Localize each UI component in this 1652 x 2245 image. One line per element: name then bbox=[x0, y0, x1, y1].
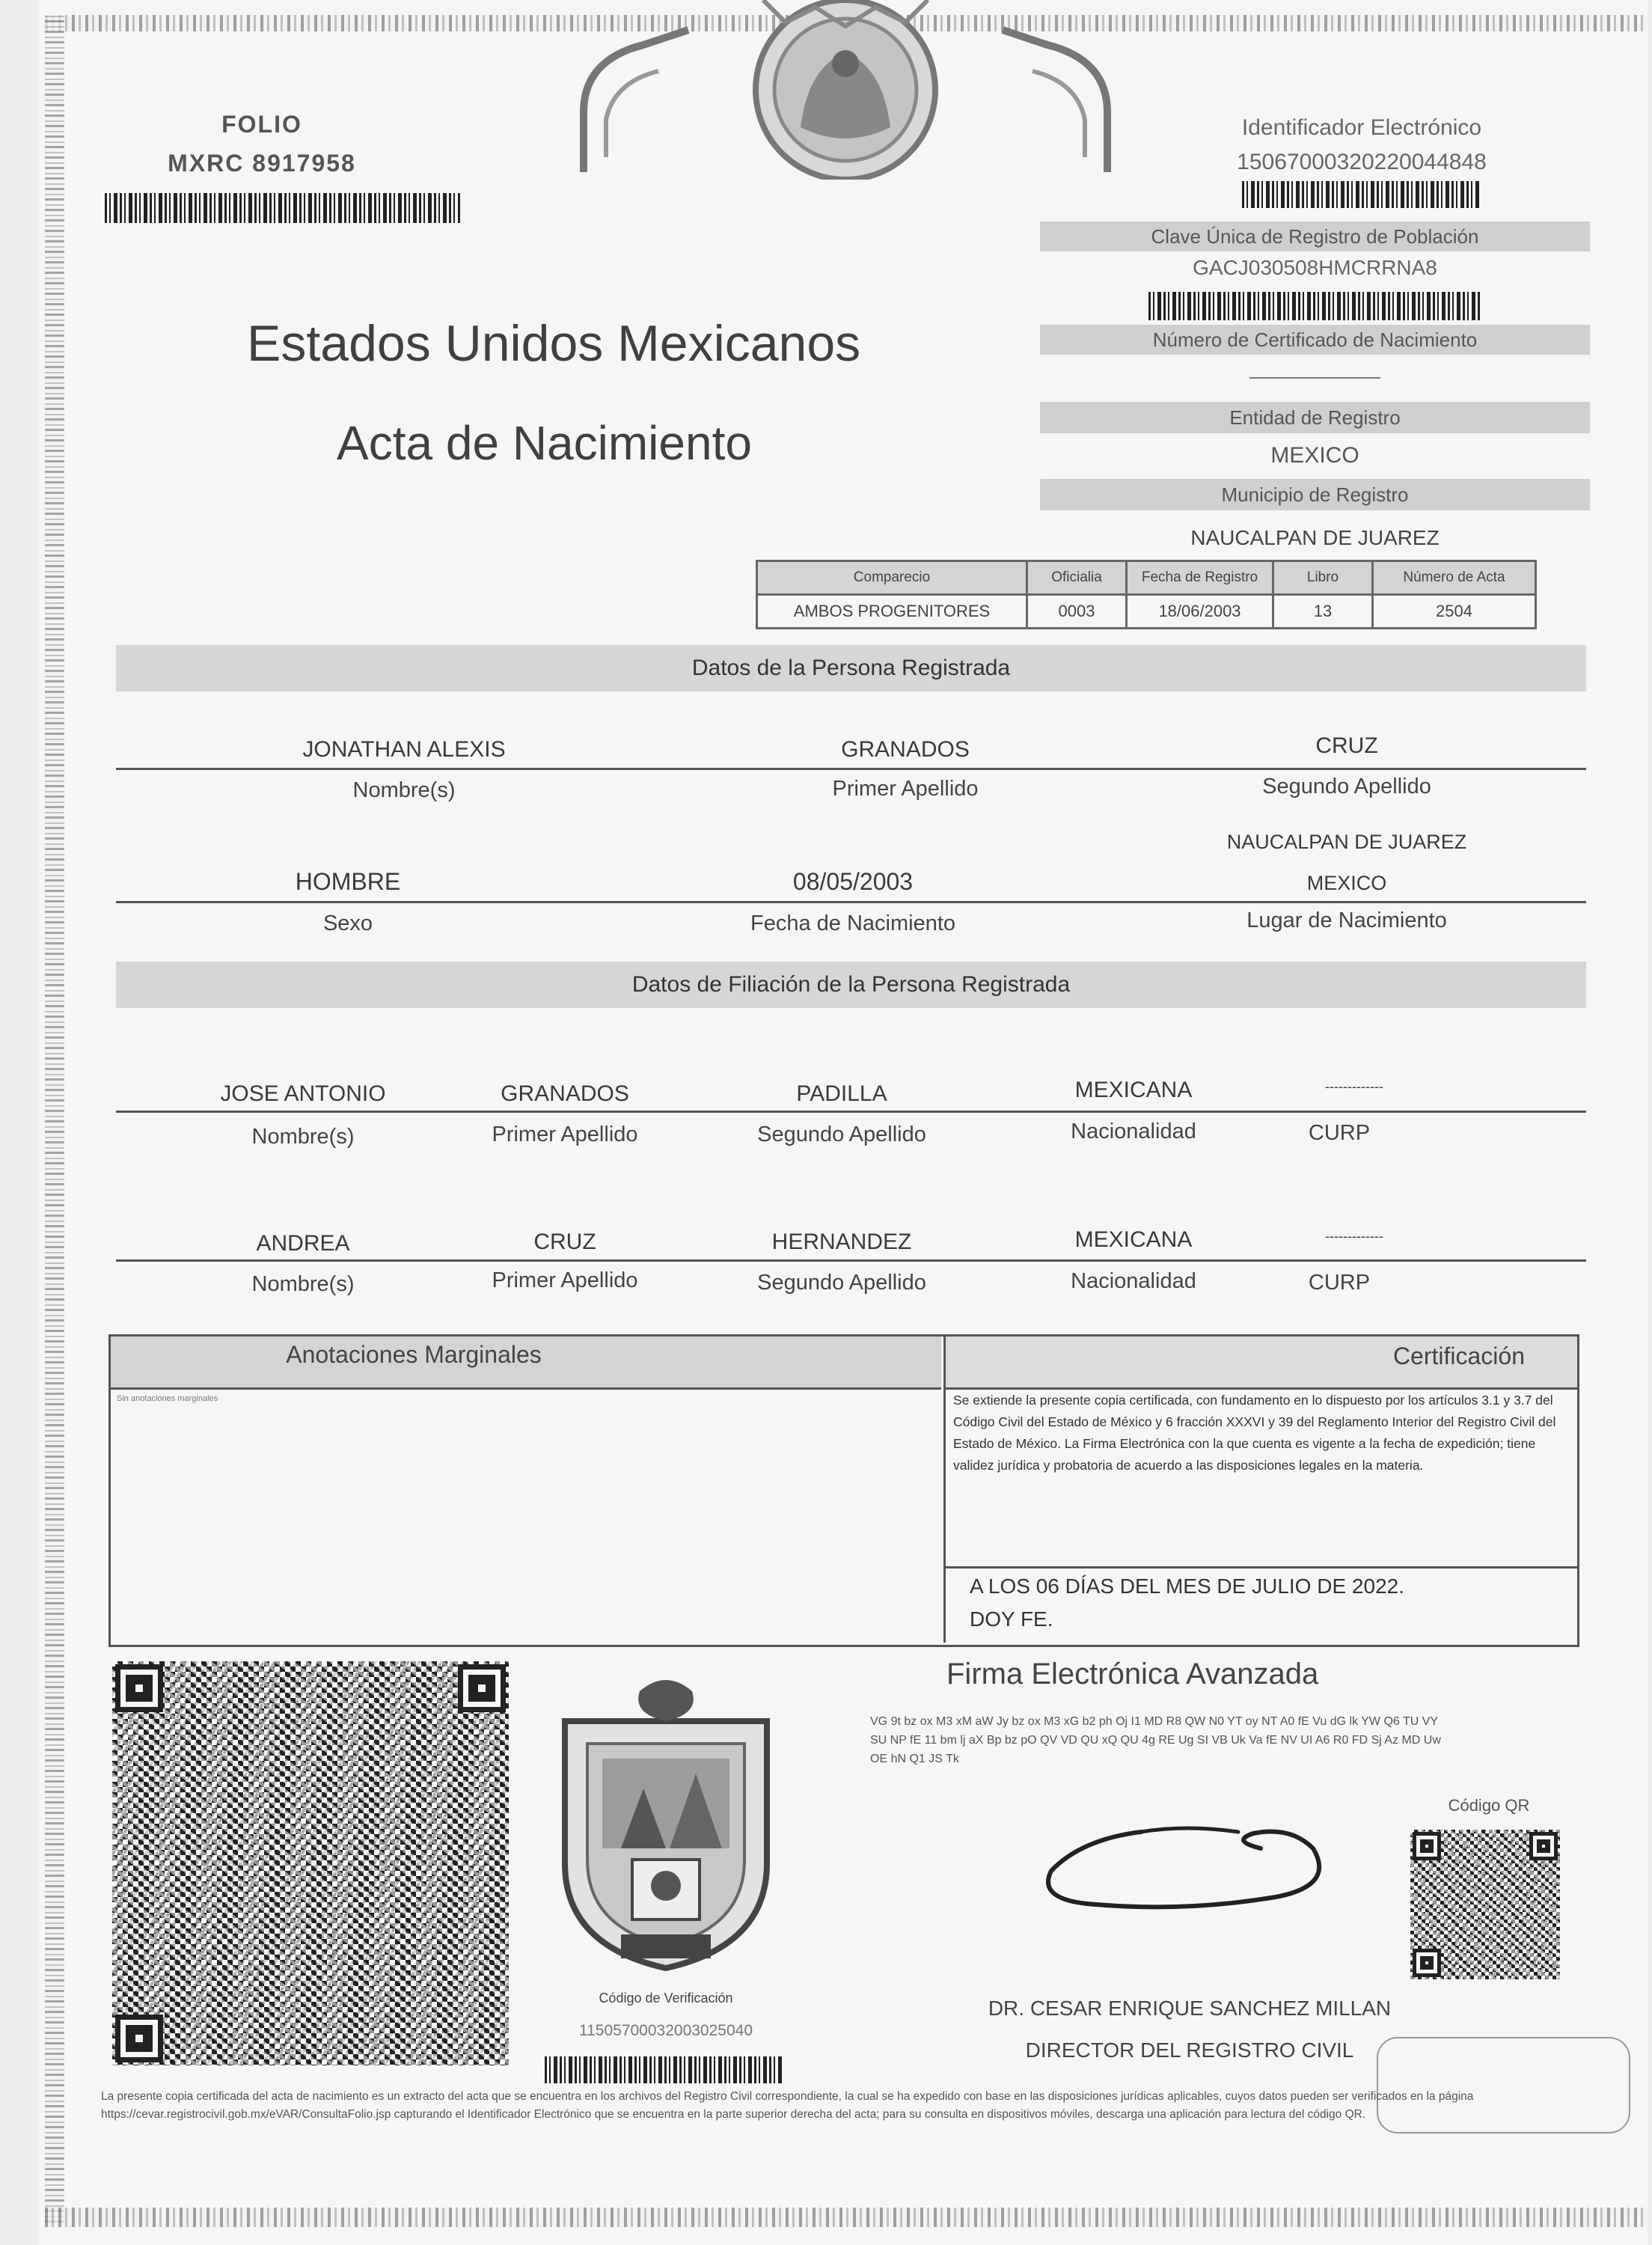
verification-code-label: Código de Verificación bbox=[599, 1991, 733, 2006]
mother-data-line bbox=[116, 1259, 1586, 1262]
verification-qr-code bbox=[112, 1661, 509, 2065]
signature-qr-code bbox=[1410, 1830, 1560, 1979]
annotations-divider bbox=[943, 1337, 946, 1643]
mother-second-surname-label: Segundo Apellido bbox=[757, 1271, 926, 1295]
father-second-surname-label: Segundo Apellido bbox=[757, 1122, 926, 1146]
person-birth-date: 08/05/2003 bbox=[792, 868, 914, 895]
birth-date-label: Fecha de Nacimiento bbox=[750, 911, 956, 935]
footer-legal-note: La presente copia certificada del acta de nacimiento es un extracto del acta que se encuentra en los archivos del Registro Civil correspondiente, la cual se ha expedido con base en las disposiciones jurídicas aplicables, cuyos datos pueden ser verificados en la página https://cevar.registrocivil.gob.mx/eVAR/ConsultaFolio.jsp capturando el Identificador Electrónico que se encuentra en la parte superior derecha del acta; para su consulta en dispositivos móviles, descarga una aplicación para lectura del código QR. bbox=[101, 2090, 1474, 2121]
registry-municipality-label: Municipio de Registro bbox=[1040, 479, 1590, 510]
person-birthplace-municipality: NAUCALPAN DE JUAREZ bbox=[1226, 831, 1467, 853]
electronic-id-block bbox=[1152, 111, 1571, 180]
given-names-label: Nombre(s) bbox=[352, 778, 456, 802]
annotations-text: Sin anotaciones marginales bbox=[117, 1394, 218, 1403]
qr-finder-pattern bbox=[115, 1664, 163, 1712]
registration-value-cell: 18/06/2003 bbox=[1127, 595, 1273, 629]
qr-finder-pattern bbox=[1413, 1949, 1441, 1977]
mother-nationality: MEXICANA bbox=[1074, 1227, 1193, 1252]
electronic-id-label: Identificador Electrónico bbox=[1241, 115, 1482, 140]
person-first-surname: GRANADOS bbox=[841, 737, 970, 762]
father-curp: ------------- bbox=[1325, 1079, 1383, 1094]
mother-first-surname: CRUZ bbox=[533, 1230, 596, 1254]
mother-given-names: ANDREA bbox=[256, 1231, 350, 1256]
filiation-section-title: Datos de Filiación de la Persona Registrada bbox=[116, 962, 1586, 1008]
document-title: Acta de Nacimiento bbox=[337, 416, 752, 470]
curp-value: GACJ030508HMCRRNA8 bbox=[1193, 256, 1437, 279]
certification-date-divider bbox=[946, 1566, 1577, 1569]
registration-table-row bbox=[757, 595, 1536, 629]
country-title: Estados Unidos Mexicanos bbox=[247, 315, 861, 372]
folio-block bbox=[150, 105, 374, 183]
qr-finder-pattern bbox=[115, 2015, 163, 2062]
registration-table bbox=[756, 560, 1537, 629]
qr-code-label: Código QR bbox=[1448, 1796, 1530, 1815]
advanced-signature-codes: VG 9t bz ox M3 xM aW Jy bz ox M3 xG b2 ph Oj I1 MD R8 QW N0 YT oy NT A0 fE Vu dG lk YW Q6 TU VY SU NP fE 11 bm lj aX Bp bz pO QV VD QU xQ QU 4g RE Ug SI VB Uk Va fE NV UI A6 R0 FD Sj Az MD Uw OE hN Q1 JS Tk bbox=[870, 1715, 1441, 1765]
folio-value: MXRC 8917958 bbox=[168, 150, 356, 177]
registration-header-cell: Oficialia bbox=[1027, 561, 1127, 595]
registration-header-cell: Comparecio bbox=[757, 561, 1027, 595]
director-title: DIRECTOR DEL REGISTRO CIVIL bbox=[1025, 2038, 1354, 2062]
registration-value-cell: 0003 bbox=[1027, 595, 1127, 629]
state-coat-of-arms-icon bbox=[550, 1676, 782, 1976]
mother-second-surname: HERNANDEZ bbox=[771, 1230, 912, 1254]
certification-text: Se extiende la presente copia certificada, con fundamento en lo dispuesto por los artículos 3.1 y 3.7 del Código Civil del Estado de México y 6 fracción XXXVI y 39 del Reglamento Interior del Registro Civil del Estado de México. La Firma Electrónica con la que cuenta es vigente a la fecha de expedición; tiene validez jurídica y probatoria de acuerdo a las disposiciones legales en la materia. bbox=[953, 1393, 1556, 1473]
electronic-id-barcode bbox=[1242, 181, 1481, 208]
birthplace-label: Lugar de Nacimiento bbox=[1246, 908, 1447, 932]
person-birthplace-state: MEXICO bbox=[1306, 872, 1387, 894]
registry-municipality-value: NAUCALPAN DE JUAREZ bbox=[1190, 526, 1440, 549]
person-given-names: JONATHAN ALEXIS bbox=[302, 737, 506, 762]
curp-barcode bbox=[1148, 292, 1481, 320]
person-second-surname: CRUZ bbox=[1315, 733, 1378, 758]
mother-curp-label: CURP bbox=[1308, 1271, 1371, 1295]
qr-finder-pattern bbox=[458, 1664, 506, 1712]
folio-label: FOLIO bbox=[221, 111, 302, 138]
father-data-line bbox=[116, 1111, 1586, 1113]
advanced-signature-title: Firma Electrónica Avanzada bbox=[946, 1658, 1319, 1690]
sex-label: Sexo bbox=[322, 911, 373, 935]
certification-date: A LOS 06 DÍAS DEL MES DE JULIO DE 2022. bbox=[970, 1574, 1404, 1598]
registration-value-cell: 2504 bbox=[1373, 595, 1536, 629]
second-surname-label: Segundo Apellido bbox=[1262, 775, 1431, 798]
decorative-border-bottom bbox=[45, 2208, 1646, 2227]
birth-certificate-number-dash bbox=[1249, 377, 1380, 379]
mother-first-surname-label: Primer Apellido bbox=[492, 1268, 638, 1292]
person-birth-line bbox=[116, 901, 1586, 903]
electronic-id-value: 15067000320220044848 bbox=[1237, 150, 1487, 174]
registration-table-header bbox=[757, 561, 1536, 595]
father-given-names-label: Nombre(s) bbox=[251, 1125, 355, 1149]
father-first-surname: GRANADOS bbox=[501, 1081, 629, 1106]
curp-label: Clave Única de Registro de Población bbox=[1040, 222, 1590, 251]
father-second-surname: PADILLA bbox=[796, 1081, 887, 1106]
father-curp-label: CURP bbox=[1308, 1121, 1371, 1145]
director-name: DR. CESAR ENRIQUE SANCHEZ MILLAN bbox=[988, 1997, 1392, 2020]
registration-header-cell: Fecha de Registro bbox=[1127, 561, 1273, 595]
registration-header-cell: Número de Acta bbox=[1373, 561, 1536, 595]
father-nationality-label: Nacionalidad bbox=[1071, 1120, 1196, 1143]
qr-finder-pattern bbox=[1529, 1832, 1558, 1860]
annotations-title: Anotaciones Marginales bbox=[286, 1341, 542, 1368]
father-first-surname-label: Primer Apellido bbox=[492, 1122, 638, 1146]
verification-barcode bbox=[545, 2056, 783, 2083]
registry-entity-label: Entidad de Registro bbox=[1040, 402, 1590, 433]
decorative-border-left bbox=[45, 15, 64, 2223]
birth-certificate-number-label: Número de Certificado de Nacimiento bbox=[1040, 325, 1590, 355]
registered-person-section-title: Datos de la Persona Registrada bbox=[116, 645, 1586, 691]
folio-barcode bbox=[105, 193, 460, 223]
person-sex: HOMBRE bbox=[295, 868, 401, 895]
first-surname-label: Primer Apellido bbox=[832, 777, 979, 801]
national-seal-icon bbox=[539, 0, 1152, 180]
mother-given-names-label: Nombre(s) bbox=[251, 1272, 355, 1296]
father-nationality: MEXICANA bbox=[1074, 1078, 1193, 1102]
director-signature-icon bbox=[1036, 1818, 1350, 1931]
registration-header-cell: Libro bbox=[1273, 561, 1373, 595]
certification-title: Certificación bbox=[1392, 1343, 1525, 1369]
registration-value-cell: AMBOS PROGENITORES bbox=[757, 595, 1027, 629]
verification-code-value: 11505700032003025040 bbox=[578, 2022, 753, 2039]
qr-finder-pattern bbox=[1413, 1832, 1441, 1860]
person-names-line bbox=[116, 768, 1586, 770]
certification-doy-fe: DOY FE. bbox=[970, 1607, 1053, 1631]
mother-curp: ------------- bbox=[1325, 1229, 1383, 1244]
mother-nationality-label: Nacionalidad bbox=[1071, 1269, 1196, 1293]
registration-value-cell: 13 bbox=[1273, 595, 1373, 629]
registry-entity-value: MEXICO bbox=[1270, 443, 1359, 468]
father-given-names: JOSE ANTONIO bbox=[220, 1081, 386, 1106]
